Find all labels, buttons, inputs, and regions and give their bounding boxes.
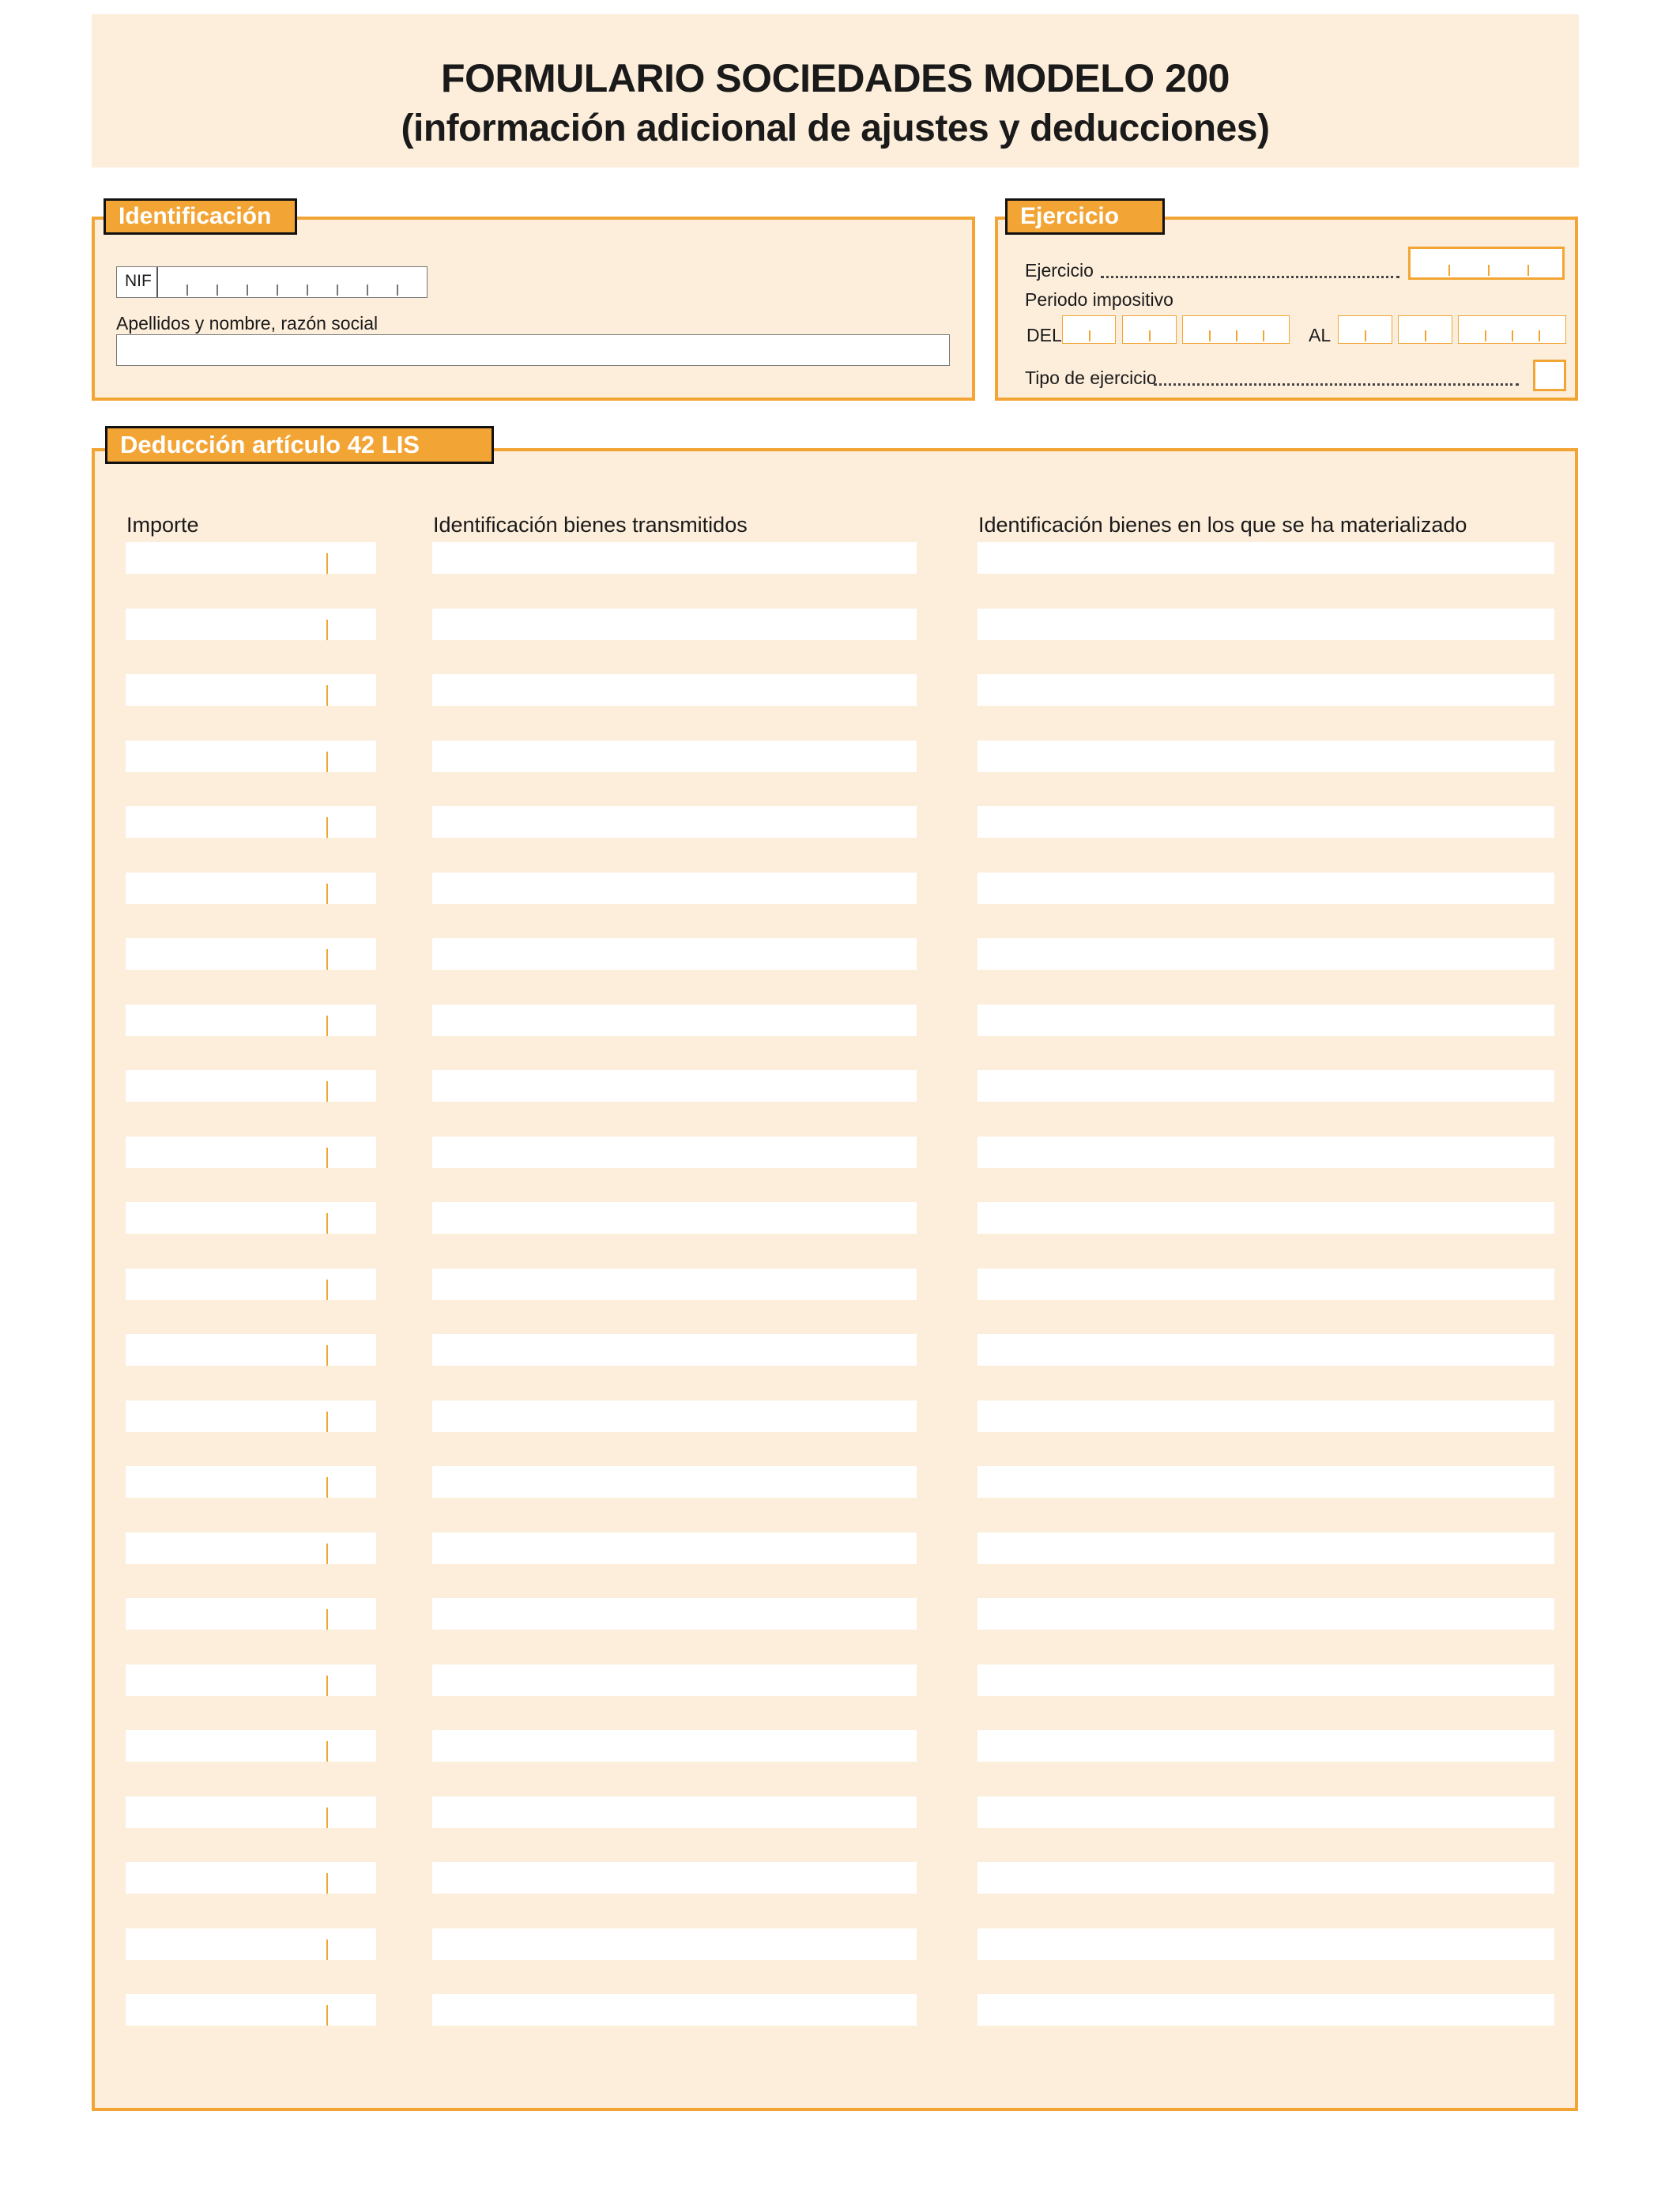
nif-tick [307,285,308,296]
transmitidos-input[interactable] [432,1202,917,1234]
importe-decimal-tick [326,1412,328,1432]
materializado-input[interactable] [977,1862,1554,1894]
importe-decimal-tick [326,1940,328,1960]
importe-input[interactable] [126,1334,376,1366]
nif-tick [247,285,248,296]
materializado-input[interactable] [977,1598,1554,1630]
ejercicio-section [995,217,1578,401]
importe-decimal-tick [326,1016,328,1036]
tipo-leader-dots [1154,383,1519,386]
materializado-input[interactable] [977,741,1554,772]
materializado-input[interactable] [977,1334,1554,1366]
transmitidos-input[interactable] [432,1664,917,1696]
importe-input[interactable] [126,1796,376,1828]
importe-decimal-tick [326,1477,328,1498]
importe-decimal-tick [326,1609,328,1630]
importe-decimal-tick [326,1213,328,1234]
importe-decimal-tick [326,1741,328,1762]
materializado-input[interactable] [977,1466,1554,1498]
materializado-input[interactable] [977,1269,1554,1300]
importe-input[interactable] [126,806,376,838]
importe-input[interactable] [126,938,376,970]
nif-tick [186,285,188,296]
materializado-input[interactable] [977,938,1554,970]
form-title-panel [92,14,1579,168]
deduccion-section [92,448,1578,2111]
materializado-input[interactable] [977,1005,1554,1036]
materializado-input[interactable] [977,1137,1554,1168]
transmitidos-input[interactable] [432,741,917,772]
al-year-input[interactable] [1458,315,1566,344]
transmitidos-input[interactable] [432,806,917,838]
importe-decimal-tick [326,1081,328,1102]
transmitidos-input[interactable] [432,1598,917,1630]
nif-tick [217,285,218,296]
transmitidos-input[interactable] [432,1005,917,1036]
importe-input[interactable] [126,1664,376,1696]
materializado-input[interactable] [977,674,1554,706]
materializado-input[interactable] [977,542,1554,574]
nif-tick [277,285,278,296]
materializado-input[interactable] [977,1202,1554,1234]
del-day-input[interactable] [1062,315,1116,344]
deduccion-tab: Deducción artículo 42 LIS [105,426,494,464]
nif-tick [397,285,398,296]
importe-input[interactable] [126,1269,376,1300]
transmitidos-input[interactable] [432,1994,917,2026]
importe-decimal-tick [326,2005,328,2026]
transmitidos-input[interactable] [432,674,917,706]
importe-input[interactable] [126,542,376,574]
importe-input[interactable] [126,873,376,904]
transmitidos-input[interactable] [432,1466,917,1498]
materializado-input[interactable] [977,1070,1554,1102]
importe-decimal-tick [326,1280,328,1300]
transmitidos-input[interactable] [432,1400,917,1432]
importe-input[interactable] [126,1862,376,1894]
identificacion-tab: Identificación [104,198,297,235]
nif-field[interactable] [116,266,428,298]
identificacion-section [92,217,975,401]
transmitidos-input[interactable] [432,1532,917,1564]
importe-input[interactable] [126,1070,376,1102]
nif-tick [367,285,368,296]
importe-input[interactable] [126,741,376,772]
importe-input[interactable] [126,1994,376,2026]
importe-input[interactable] [126,1466,376,1498]
importe-decimal-tick [326,1676,328,1696]
importe-decimal-tick [326,817,328,838]
importe-decimal-tick [326,1808,328,1828]
importe-input[interactable] [126,1202,376,1234]
importe-decimal-tick [326,1873,328,1894]
del-label: DEL [1026,325,1062,345]
importe-decimal-tick [326,620,328,640]
nif-label: NIF [125,272,152,290]
transmitidos-input[interactable] [432,609,917,640]
al-month-input[interactable] [1398,315,1452,344]
name-input[interactable] [116,334,950,366]
importe-input[interactable] [126,674,376,706]
materializado-input[interactable] [977,806,1554,838]
materializado-input[interactable] [977,1730,1554,1762]
materializado-input[interactable] [977,1532,1554,1564]
form-subtitle: (información adicional de ajustes y deducciones) [401,107,1270,149]
del-year-input[interactable] [1182,315,1290,344]
importe-decimal-tick [326,685,328,706]
materializado-input[interactable] [977,1400,1554,1432]
transmitidos-input[interactable] [432,873,917,904]
tipo-ejercicio-input[interactable] [1533,360,1566,391]
importe-input[interactable] [126,1005,376,1036]
col-transmitidos-label: Identificación bienes transmitidos [433,513,748,537]
transmitidos-input[interactable] [432,1137,917,1168]
transmitidos-input[interactable] [432,1796,917,1828]
transmitidos-input[interactable] [432,1269,917,1300]
importe-input[interactable] [126,1598,376,1630]
transmitidos-input[interactable] [432,1928,917,1960]
importe-input[interactable] [126,1928,376,1960]
importe-input[interactable] [126,1400,376,1432]
periodo-label: Periodo impositivo [1025,289,1173,310]
transmitidos-input[interactable] [432,1730,917,1762]
importe-decimal-tick [326,1148,328,1168]
form-title: FORMULARIO SOCIEDADES MODELO 200 [441,56,1230,100]
importe-input[interactable] [126,609,376,640]
al-label: AL [1309,325,1332,345]
importe-decimal-tick [326,1544,328,1564]
nif-separator [156,267,158,297]
ejercicio-tab: Ejercicio [1005,198,1165,235]
col-importe-label: Importe [126,513,199,537]
importe-decimal-tick [326,1345,328,1366]
importe-decimal-tick [326,553,328,574]
nif-tick [337,285,338,296]
transmitidos-input[interactable] [432,1070,917,1102]
materializado-input[interactable] [977,873,1554,904]
transmitidos-input[interactable] [432,938,917,970]
col-materializado-label: Identificación bienes en los que se ha materializado [978,513,1467,537]
ejercicio-leader-dots [1101,276,1399,278]
importe-decimal-tick [326,884,328,904]
ejercicio-year-input[interactable] [1408,247,1565,280]
transmitidos-input[interactable] [432,1334,917,1366]
importe-input[interactable] [126,1730,376,1762]
materializado-input[interactable] [977,1796,1554,1828]
ejercicio-label: Ejercicio [1025,260,1094,281]
name-label: Apellidos y nombre, razón social [116,313,379,334]
tipo-label: Tipo de ejercicio [1025,368,1157,388]
transmitidos-input[interactable] [432,1862,917,1894]
materializado-input[interactable] [977,609,1554,640]
importe-input[interactable] [126,1532,376,1564]
importe-decimal-tick [326,752,328,772]
transmitidos-input[interactable] [432,542,917,574]
importe-decimal-tick [326,949,328,970]
materializado-input[interactable] [977,1994,1554,2026]
al-day-input[interactable] [1338,315,1392,344]
materializado-input[interactable] [977,1928,1554,1960]
importe-input[interactable] [126,1137,376,1168]
materializado-input[interactable] [977,1664,1554,1696]
del-month-input[interactable] [1122,315,1177,344]
